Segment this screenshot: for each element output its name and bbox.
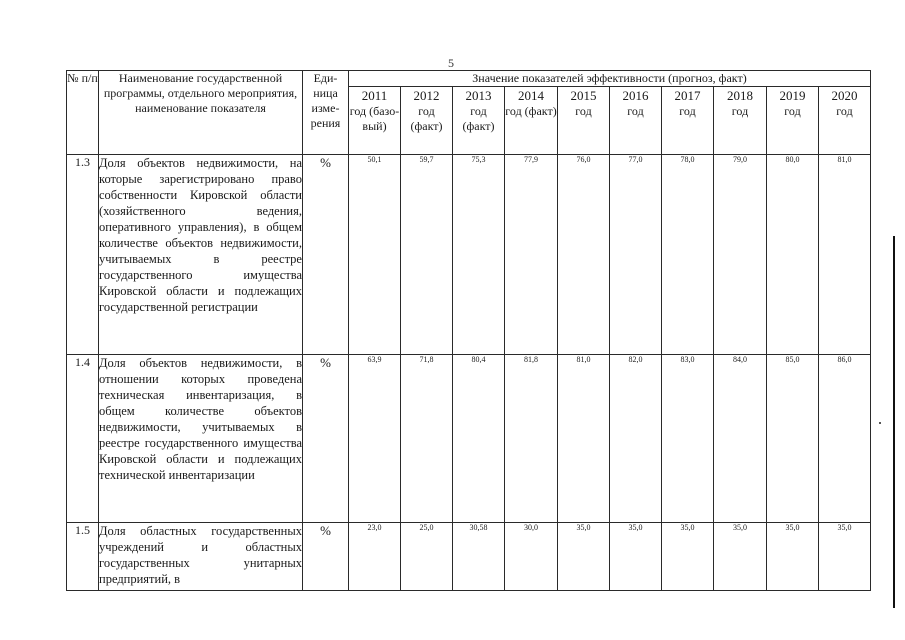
table-row <box>67 155 871 355</box>
header-year: 2012 год (факт) <box>401 87 453 155</box>
header-values-title: Значение показателей эффективности (прогноз, факт) <box>349 71 871 87</box>
table-row <box>67 355 871 523</box>
value-cell: 35,0 <box>819 523 871 591</box>
value-cell: 84,0 <box>714 355 767 523</box>
value-cell: 80,0 <box>767 155 819 355</box>
header-year: 2011 год (базо-вый) <box>349 87 401 155</box>
value-cell: 81,8 <box>505 355 558 523</box>
value-cell: 79,0 <box>714 155 767 355</box>
value-cell: 50,1 <box>349 155 401 355</box>
value-cell: 63,9 <box>349 355 401 523</box>
value-cell: 30,0 <box>505 523 558 591</box>
row-unit: % <box>303 355 349 523</box>
value-cell: 35,0 <box>610 523 662 591</box>
header-num: № п/п <box>67 71 99 155</box>
row-name: Доля областных государственных учреждений и областных государственных унитарных предприятий, в <box>99 523 303 591</box>
table-row <box>67 523 871 591</box>
row-num: 1.4 <box>67 355 99 523</box>
row-unit: % <box>303 523 349 591</box>
header-name: Наименование государственной программы, отдельного мероприятия, наименование показателя <box>99 71 303 155</box>
value-cell: 35,0 <box>767 523 819 591</box>
row-unit: % <box>303 155 349 355</box>
value-cell: 35,0 <box>714 523 767 591</box>
value-cell: 81,0 <box>558 355 610 523</box>
value-cell: 83,0 <box>662 355 714 523</box>
value-cell: 23,0 <box>349 523 401 591</box>
value-cell: 82,0 <box>610 355 662 523</box>
row-num: 1.3 <box>67 155 99 355</box>
scan-edge-artifact <box>893 236 895 608</box>
value-cell: 25,0 <box>401 523 453 591</box>
value-cell: 59,7 <box>401 155 453 355</box>
value-cell: 77,0 <box>610 155 662 355</box>
value-cell: 35,0 <box>662 523 714 591</box>
row-num: 1.5 <box>67 523 99 591</box>
value-cell: 71,8 <box>401 355 453 523</box>
row-name: Доля объектов недвижимости, в отношении которых проведена техническая инвентаризация, в общем количестве объектов недвижимости, учитываемых в реестре государственного имущества Кировской области и подлежащих технической инвентаризации <box>99 355 303 523</box>
value-cell: 76,0 <box>558 155 610 355</box>
value-cell: 75,3 <box>453 155 505 355</box>
value-cell: 35,0 <box>558 523 610 591</box>
value-cell: 78,0 <box>662 155 714 355</box>
page-number: 5 <box>448 56 454 70</box>
value-cell: 77,9 <box>505 155 558 355</box>
header-unit: Еди-ница изме-рения <box>303 71 349 155</box>
header-year: 2013 год (факт) <box>453 87 505 155</box>
header-year: 2019 год <box>767 87 819 155</box>
value-cell: 30,58 <box>453 523 505 591</box>
header-year: 2015 год <box>558 87 610 155</box>
value-cell: 85,0 <box>767 355 819 523</box>
value-cell: 86,0 <box>819 355 871 523</box>
indicators-table <box>66 70 871 591</box>
header-year: 2016 год <box>610 87 662 155</box>
header-year: 2018 год <box>714 87 767 155</box>
value-cell: 80,4 <box>453 355 505 523</box>
scan-speck <box>879 422 881 424</box>
header-year: 2020 год <box>819 87 871 155</box>
value-cell: 81,0 <box>819 155 871 355</box>
header-year: 2017 год <box>662 87 714 155</box>
row-name: Доля объектов недвижимости, на которые зарегистрировано право собственности Кировской области (хозяйственного ведения, оперативного управления), в общем количестве объектов недвижимости, учитываемых в реестре государственного имущества Кировской области и подлежащих государственной регистрации <box>99 155 303 355</box>
header-year: 2014 год (факт) <box>505 87 558 155</box>
